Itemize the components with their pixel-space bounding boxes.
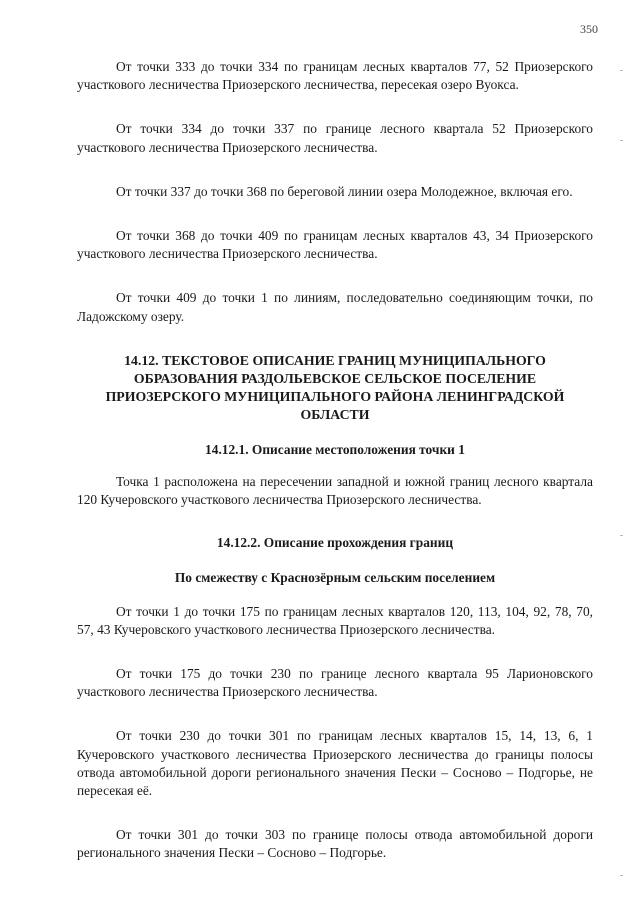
paragraph: От точки 1 до точки 175 по границам лесных кварталов 120, 113, 104, 92, 78, 70, 57, 43 Кучеровского участкового лесничества Приозерского лесничества.	[77, 603, 593, 637]
subsection-heading: 14.12.2. Описание прохождения границ	[216, 535, 454, 551]
section-heading: 14.12. ТЕКСТОВОЕ ОПИСАНИЕ ГРАНИЦ МУНИЦИПАЛЬНОГО ОБРАЗОВАНИЯ РАЗДОЛЬЕВСКОЕ СЕЛЬСКОЕ ПОСЕЛЕНИЕ ПРИОЗЕРСКОГО МУНИЦИПАЛЬНОГО РАЙОНА ЛЕНИНГРАДСКОЙ ОБЛАСТИ	[105, 352, 565, 423]
page-number: 350	[580, 22, 598, 36]
scan-mark	[620, 875, 623, 876]
document-body	[77, 58, 593, 863]
paragraph: От точки 337 до точки 368 по береговой линии озера Молодежное, включая его.	[116, 183, 573, 199]
paragraph: От точки 368 до точки 409 по границам лесных кварталов 43, 34 Приозерского участкового лесничества Приозерского лесничества.	[77, 228, 593, 262]
paragraph: От точки 333 до точки 334 по границам лесных кварталов 77, 52 Приозерского участкового лесничества Приозерского лесничества, пересекая озеро Вуокса.	[77, 59, 593, 93]
adjacency-heading: По смежеству с Краснозёрным сельским поселением	[174, 570, 496, 586]
paragraph: Точка 1 расположена на пересечении западной и южной границ лесного квартала 120 Кучеровского участкового лесничества Приозерского лесничества.	[77, 473, 593, 508]
scan-mark	[620, 70, 623, 71]
paragraph: От точки 334 до точки 337 по границе лесного квартала 52 Приозерского участкового лесничества Приозерского лесничества.	[77, 121, 593, 155]
subsection-heading: 14.12.1. Описание местоположения точки 1	[205, 441, 465, 457]
paragraph: От точки 230 до точки 301 по границам лесных кварталов 15, 14, 13, 6, 1 Кучеровского участкового лесничества Приозерского лесничества до границы полосы отвода автомобильной дороги регионального значения Пески – Сосново – Подгорье, не пересекая её.	[77, 728, 593, 799]
paragraph: От точки 409 до точки 1 по линиям, последовательно соединяющим точки, по Ладожскому озеру.	[77, 290, 593, 324]
paragraph: От точки 301 до точки 303 по границе полосы отвода автомобильной дороги регионального значения Пески – Сосново – Подгорье.	[77, 827, 593, 861]
scan-mark	[620, 535, 623, 536]
paragraph: От точки 175 до точки 230 по границе лесного квартала 95 Ларионовского участкового лесничества Приозерского лесничества.	[77, 666, 593, 700]
scan-mark	[620, 140, 623, 141]
